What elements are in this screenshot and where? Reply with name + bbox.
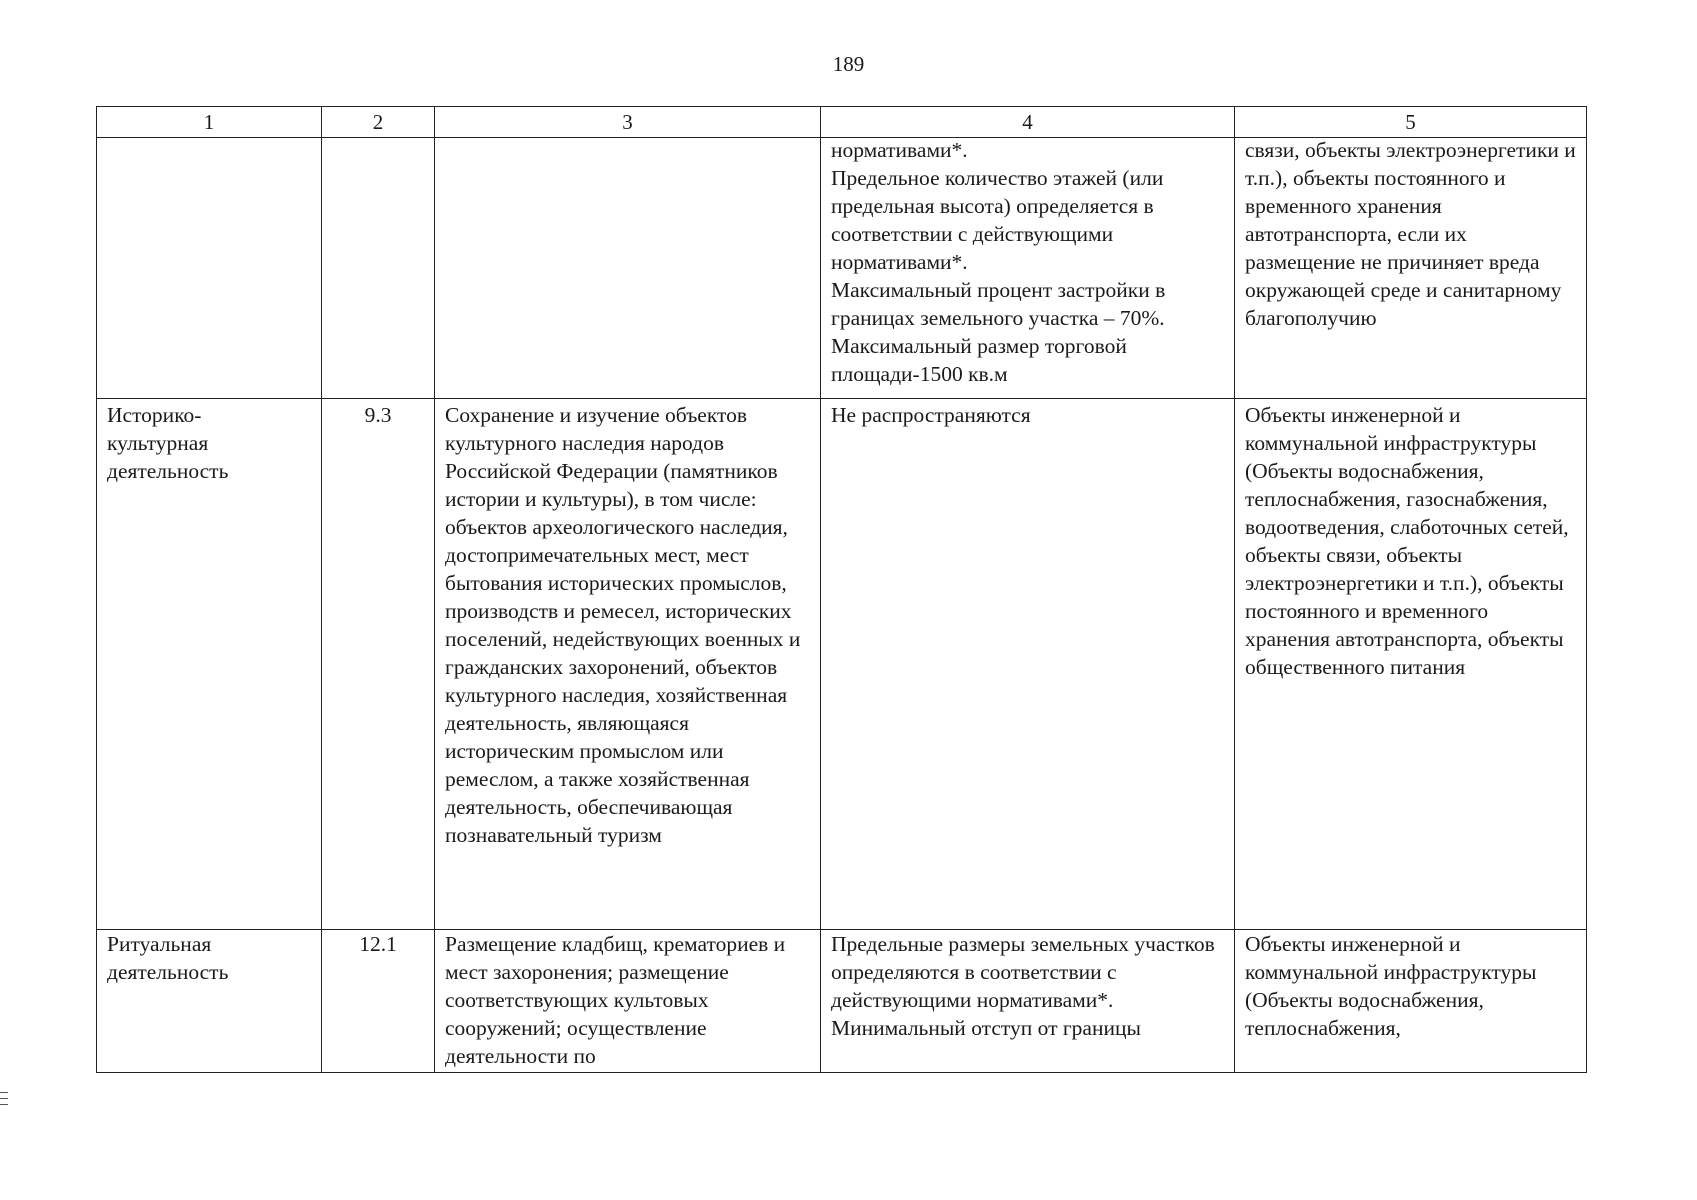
cell-use-code: 9.3: [322, 399, 435, 930]
table-row: [97, 138, 1587, 399]
table-header-row: [97, 107, 1587, 138]
cell-use-description: Размещение кладбищ, крематориев и мест захоронения; размещение соответствующих культовых сооружений; осуществление деятельности по: [435, 930, 821, 1073]
column-header-1: 1: [97, 107, 322, 138]
cell-parameters: Предельные размеры земельных участков определяются в соответствии с действующими нормативами*. Минимальный отступ от границы: [821, 930, 1235, 1073]
column-header-5: 5: [1235, 107, 1587, 138]
margin-scan-mark: [0, 1104, 8, 1105]
table-row: [97, 930, 1587, 1073]
column-header-4: 4: [821, 107, 1235, 138]
margin-scan-mark: [0, 1098, 8, 1099]
cell-use-description: [435, 138, 821, 399]
page-number: 189: [832, 52, 865, 76]
cell-use-name: Историко- культурная деятельность: [97, 399, 322, 930]
cell-auxiliary-uses: Объекты инженерной и коммунальной инфраструктуры (Объекты водоснабжения, теплоснабжения, газоснабжения, водоотведения, слаботочных сетей, объекты связи, объекты электроэнергетики и т.п.), объекты постоянного и временного хранения автотранспорта, объекты общественного питания: [1235, 399, 1587, 930]
cell-use-description: Сохранение и изучение объектов культурного наследия народов Российской Федерации (памятников истории и культуры), в том числе: объектов археологического наследия, достопримечательных мест, мест бытования исторических промыслов, производств и ремесел, исторических поселений, недействующих военных и гражданских захоронений, объектов культурного наследия, хозяйственная деятельность, являющаяся историческим промыслом или ремеслом, а также хозяйственная деятельность, обеспечивающая познавательный туризм: [435, 399, 821, 930]
cell-use-name: [97, 138, 322, 399]
cell-auxiliary-uses: связи, объекты электроэнергетики и т.п.), объекты постоянного и временного хранения автотранспорта, если их размещение не причиняет вреда окружающей среде и санитарному благополучию: [1235, 138, 1587, 399]
cell-use-code: 12.1: [322, 930, 435, 1073]
column-header-2: 2: [322, 107, 435, 138]
cell-parameters: Не распространяются: [821, 399, 1235, 930]
margin-scan-mark: [0, 1092, 8, 1093]
zoning-table: [96, 106, 1587, 1073]
cell-parameters: нормативами*. Предельное количество этажей (или предельная высота) определяется в соответствии с действующими нормативами*. Максимальный процент застройки в границах земельного участка – 70%. Максимальный размер торговой площади-1500 кв.м: [821, 138, 1235, 399]
column-header-3: 3: [435, 107, 821, 138]
cell-auxiliary-uses: Объекты инженерной и коммунальной инфраструктуры (Объекты водоснабжения, теплоснабжения,: [1235, 930, 1587, 1073]
table-row: [97, 399, 1587, 930]
cell-use-code: [322, 138, 435, 399]
cell-use-name: Ритуальная деятельность: [97, 930, 322, 1073]
